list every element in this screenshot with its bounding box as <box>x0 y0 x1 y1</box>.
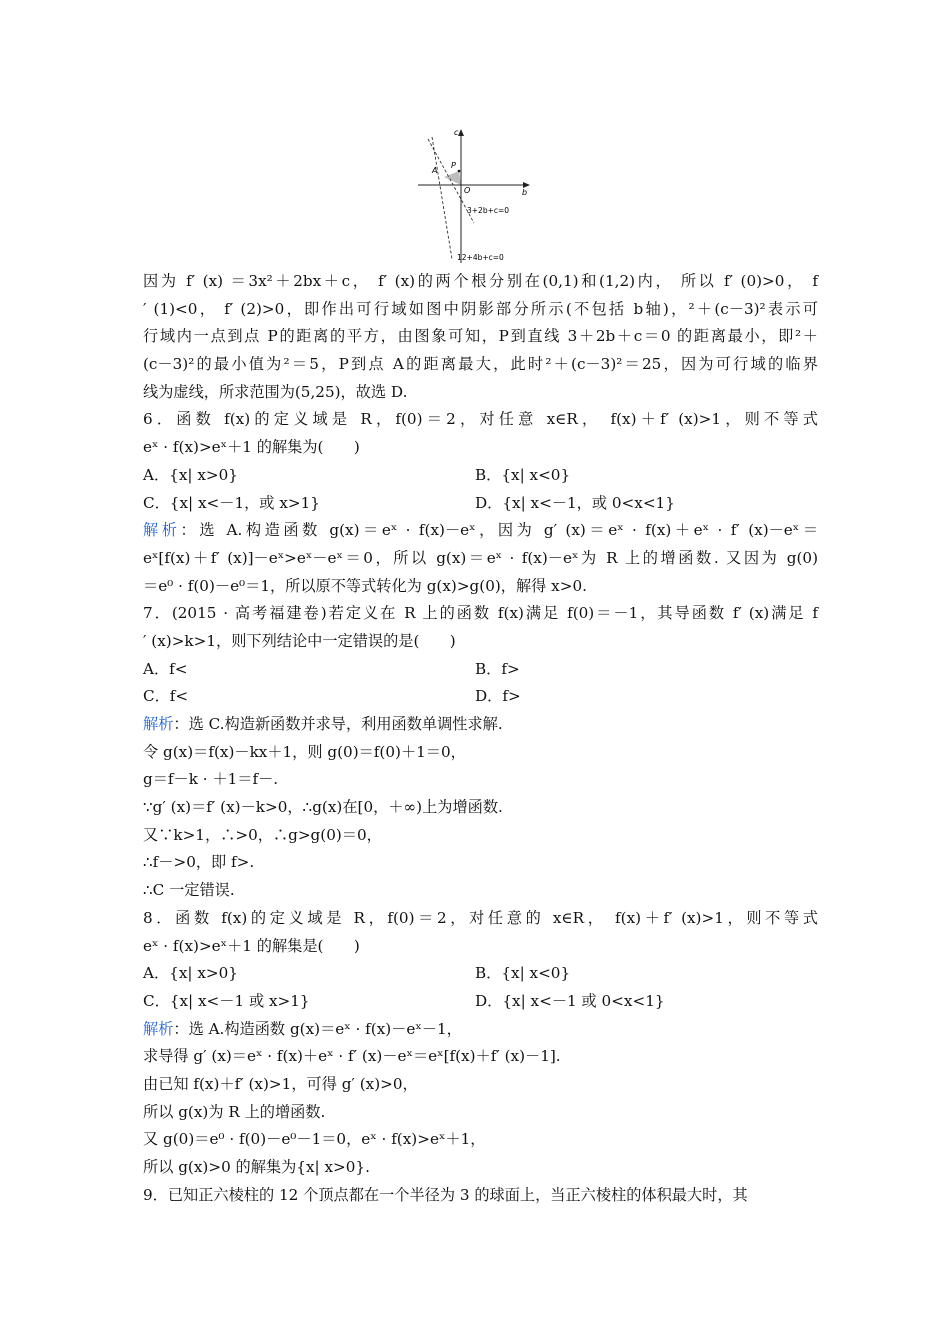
option-row <box>143 462 818 490</box>
option-item: D．{x| x<－1，或 0<x<1} <box>475 493 675 512</box>
text-line <box>143 711 818 739</box>
text-line: ′ (1)<0， f′ (2)>0，即作出可行域如图中阴影部分所示(不包括 b轴)，²＋(c－3)²表示可 <box>143 299 818 318</box>
line1-label: 3+2b+c=0 <box>467 206 510 215</box>
option-item: A．f< <box>143 659 188 678</box>
option-row <box>143 656 818 684</box>
jiexi-label: 解析 <box>143 521 181 540</box>
document-body <box>143 268 818 1209</box>
option-row <box>143 988 818 1016</box>
jiexi-label: 解析 <box>143 715 174 733</box>
option-item: A．{x| x>0} <box>143 465 238 484</box>
text-line: ＝e⁰ · f(0)－e⁰＝1，所以原不等式转化为 g(x)>g(0)，解得 x>0. <box>143 576 587 595</box>
text-line: eˣ · f(x)>eˣ＋1 的解集是( ) <box>143 936 360 955</box>
point-p-label: P <box>451 161 456 170</box>
option-item: D．f> <box>475 687 521 706</box>
origin-label: O <box>464 186 471 195</box>
option-item: C．f< <box>143 687 189 706</box>
text-line: ∴f－>0，即 f>. <box>143 853 255 872</box>
point-a-label: A <box>432 166 438 175</box>
option-item: A．{x| x>0} <box>143 964 238 983</box>
text-line <box>143 517 818 545</box>
option-item: C．{x| x<－1，或 x>1} <box>143 493 320 512</box>
line2-label: 12+4b+c=0 <box>457 253 504 262</box>
text-line: 又 g(0)＝e⁰ · f(0)－e⁰－1＝0，eˣ · f(x)>eˣ＋1， <box>143 1130 486 1149</box>
axis-b-label: b <box>522 188 528 197</box>
coordinate-plot <box>410 125 540 267</box>
text-line: 因为 f′ (x) ＝3x²＋2bx＋c， f′ (x)的两个根分别在(0,1)和(1,2)内， 所以 f′ (0)>0， f <box>143 272 818 290</box>
text-line: 行域内一点到点 P的距离的平方，由图象可知，P到直线 3＋2b＋c＝0 的距离最小，即²＋ <box>143 327 818 346</box>
text-line-content: ：选 A.构造函数 g(x)＝eˣ · f(x)－eˣ－1， <box>173 1019 462 1038</box>
text-line-content: ：选 C.构造新函数并求导，利用函数单调性求解. <box>173 715 503 733</box>
text-line: ′ (x)>k>1，则下列结论中一定错误的是( ) <box>143 631 456 650</box>
text-line: eˣ[f(x)＋f′ (x)]－eˣ>eˣ－eˣ＝0，所以 g(x)＝eˣ · f(x)－eˣ为 R 上的增函数. 又因为 g(0) <box>143 548 818 567</box>
point-p-marker <box>458 170 461 173</box>
text-line: 由已知 f(x)＋f′ (x)>1，可得 g′ (x)>0， <box>143 1074 418 1093</box>
text-line-content: ：选 A.构造函数 g(x)＝eˣ · f(x)－eˣ，因为 g′ (x)＝eˣ · f(x)＋eˣ · f′ (x)－eˣ＝ <box>180 521 819 540</box>
option-item: B．{x| x<0} <box>475 964 571 983</box>
option-item: D．{x| x<－1 或 0<x<1} <box>475 991 665 1010</box>
axis-c-label: c <box>454 128 459 137</box>
feasible-region-figure <box>410 125 540 267</box>
text-line: 又∵k>1，∴>0，∴g>g(0)＝0， <box>143 825 382 844</box>
text-line: 9．已知正六棱柱的 12 个顶点都在一个半径为 3 的球面上，当正六棱柱的体积最大时，其 <box>143 1185 748 1204</box>
text-line: ∴C 一定错误. <box>143 881 235 900</box>
text-line: 6．函数 f(x)的定义域是 R，f(0)＝2，对任意 x∈R， f(x)＋f′ (x)>1，则不等式 <box>143 410 818 429</box>
text-line: 8．函数 f(x)的定义域是 R，f(0)＝2，对任意的 x∈R， f(x)＋f′ (x)>1，则不等式 <box>143 908 818 927</box>
text-line: ∵g′ (x)＝f′ (x)－k>0，∴g(x)在[0，＋∞)上为增函数. <box>143 798 503 817</box>
c-axis-arrow-icon <box>458 129 464 136</box>
text-line: g＝f－k · ＋1＝f－. <box>143 770 279 789</box>
option-item: C．{x| x<－1 或 x>1} <box>143 991 310 1010</box>
text-line: 所以 g(x)>0 的解集为{x| x>0}. <box>143 1158 370 1176</box>
jiexi-label: 解析 <box>143 1019 174 1038</box>
text-line: (c－3)²的最小值为²＝5，P到点 A的距离最大，此时²＋(c－3)²＝25，因为可行域的临界 <box>143 355 818 374</box>
text-line <box>143 1016 818 1044</box>
option-row <box>143 490 818 518</box>
option-row <box>143 960 818 988</box>
text-line: 7．(2015 · 高考福建卷)若定义在 R 上的函数 f(x)满足 f(0)＝－1，其导函数 f′ (x)满足 f <box>143 604 818 623</box>
option-row <box>143 683 818 711</box>
line-12-4b-c <box>432 137 452 259</box>
text-line: 所以 g(x)为 R 上的增函数. <box>143 1102 326 1121</box>
text-line: eˣ · f(x)>eˣ＋1 的解集为( ) <box>143 438 360 457</box>
text-line: 线为虚线，所求范围为(5,25)，故选 D. <box>143 382 408 401</box>
option-item: B．{x| x<0} <box>475 465 571 484</box>
option-item: B．f> <box>475 659 520 678</box>
text-line: 令 g(x)＝f(x)－kx＋1，则 g(0)＝f(0)＋1＝0， <box>143 742 466 761</box>
text-line: 求导得 g′ (x)＝eˣ · f(x)＋eˣ · f′ (x)－eˣ＝eˣ[f(x)＋f′ (x)－1]. <box>143 1047 561 1066</box>
